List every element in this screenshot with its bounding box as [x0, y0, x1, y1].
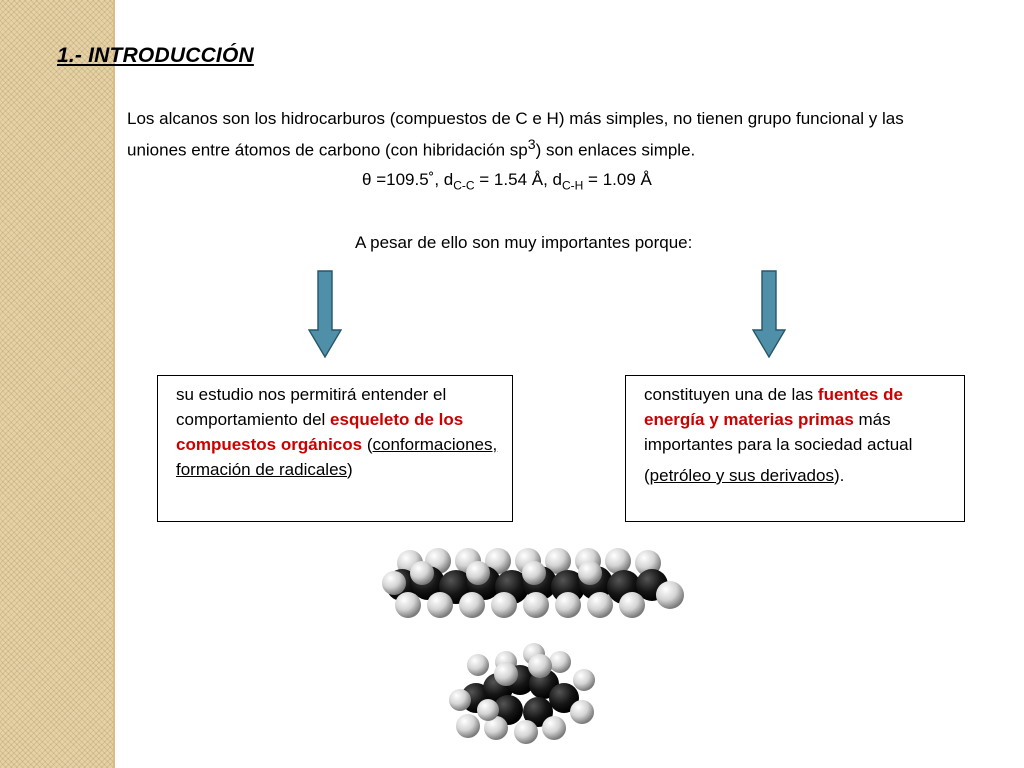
- paren-close: ): [347, 460, 353, 479]
- energy-reason-box: [625, 375, 965, 522]
- intro-paragraph: [127, 106, 947, 164]
- angle-value: =109.5˚, d: [371, 170, 454, 189]
- highlight-text: esqueleto de los compuestos orgánicos: [176, 410, 464, 454]
- down-arrow-icon: [752, 270, 786, 358]
- underlined-text: petróleo y sus derivados: [649, 466, 834, 485]
- decorative-side-strip: [0, 0, 113, 768]
- paren-line: [644, 463, 956, 488]
- box-text: constituyen una de las: [644, 385, 818, 404]
- hybridization-superscript: 3: [527, 137, 536, 153]
- theta-symbol: θ: [362, 170, 372, 189]
- ch-subscript: C-H: [562, 178, 584, 193]
- cc-subscript: C-C: [453, 178, 475, 193]
- intro-text: Los alcanos son los hidrocarburos (compuestos de C e H) más simples, no tienen grupo funcional y las uniones entre átomos de carbono (con hibridación sp: [127, 109, 904, 160]
- box-text-end: más importantes para la sociedad actual: [644, 410, 913, 454]
- box-text: su estudio nos permitirá entender el comportamiento del: [176, 385, 447, 429]
- alkane-bent-model: [448, 640, 608, 745]
- bond-formula: [362, 170, 652, 192]
- page-title: 1.- INTRODUCCIÓN: [57, 44, 254, 67]
- ch-distance: = 1.09 Å: [583, 170, 652, 189]
- paren-open: (: [362, 435, 373, 454]
- side-strip-edge: [113, 0, 115, 768]
- skeleton-reason-box: [157, 375, 513, 522]
- highlight-text: fuentes de energía y materias primas: [644, 385, 903, 429]
- down-arrow-icon: [308, 270, 342, 358]
- alkane-chain-model: [380, 543, 690, 625]
- lead-sentence: A pesar de ello son muy importantes porque:: [355, 233, 693, 252]
- cc-distance: = 1.54 Å, d: [474, 170, 562, 189]
- intro-text-end: ) son enlaces simple.: [535, 140, 696, 160]
- paren-open: (: [644, 466, 650, 485]
- paren-close: ).: [833, 466, 845, 485]
- underlined-text: conformaciones, formación de radicales: [176, 435, 498, 479]
